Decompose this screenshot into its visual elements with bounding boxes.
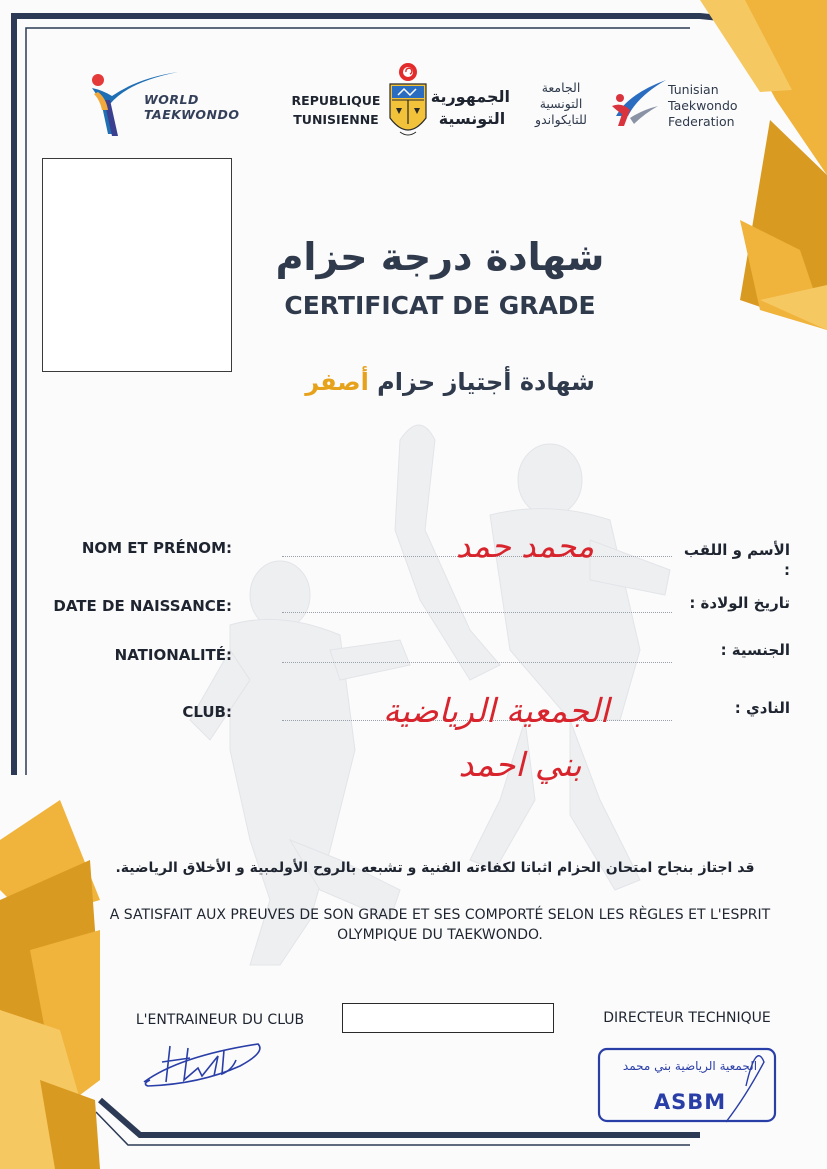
title-arabic: شهادة درجة حزام — [275, 235, 605, 279]
photo-placeholder — [42, 158, 232, 372]
birthdate-label-fr: DATE DE NAISSANCE: — [53, 597, 232, 615]
stamp-arabic-text: الجمعية الرياضية بني محمد — [622, 1059, 758, 1073]
federation-ar-line-3: للتايكواندو — [535, 112, 587, 127]
club-label-fr: CLUB: — [182, 703, 232, 721]
belt-color-word: أصفر — [305, 368, 369, 396]
republique-french — [288, 91, 384, 129]
wt-line-1: WORLD — [144, 92, 199, 107]
statement-french — [100, 905, 780, 945]
republique-ar-line-1: الجمهورية — [430, 87, 510, 106]
federation-en-line-1: Tunisian — [668, 82, 719, 97]
republique-fr-line-1: REPUBLIQUE — [291, 93, 381, 108]
world-taekwondo-text — [144, 92, 240, 122]
name-label-ar: الأسم و اللقب : — [683, 541, 790, 579]
federation-en-line-3: Federation — [668, 114, 735, 129]
federation-ar-line-2: التونسية — [539, 96, 583, 111]
wt-line-2: TAEKWONDO — [144, 107, 240, 122]
subtitle-prefix: شهادة أجتياز حزام — [377, 368, 595, 396]
statement-french-line-2: OLYMPIQUE DU TAEKWONDO. — [337, 927, 543, 943]
tunisia-coat-of-arms-icon — [384, 62, 432, 144]
club-handwritten-value-line-2: بني احمد — [458, 745, 582, 784]
nationality-label-ar: الجنسية : — [720, 641, 790, 659]
coach-signature-label: L'ENTRAINEUR DU CLUB — [135, 1012, 305, 1028]
federation-ar-line-1: الجامعة — [541, 80, 581, 95]
tunisian-taekwondo-federation-logo — [608, 76, 670, 132]
nationality-dotted-line — [282, 662, 672, 663]
title-french: CERTIFICAT DE GRADE — [284, 291, 596, 320]
stamp-latin-text: ASBM — [653, 1090, 727, 1114]
republique-arabic — [430, 86, 510, 130]
coach-handwritten-signature — [140, 1036, 265, 1092]
name-label-fr: NOM ET PRÉNOM: — [81, 539, 232, 557]
belt-subtitle — [290, 365, 610, 399]
republique-fr-line-2: TUNISIENNE — [293, 112, 379, 127]
technical-director-label: DIRECTEUR TECHNIQUE — [603, 1010, 771, 1026]
republique-ar-line-2: التونسية — [438, 109, 506, 128]
name-handwritten-value: محمد حمد — [455, 527, 595, 565]
federation-en-line-2: Taekwondo — [668, 98, 738, 113]
statement-arabic: قد اجتاز بنجاح امتحان الحزام اثباتا لكفاءته الفنية و تشبعه بالروح الأولمبية و الأخلاق الرياضية. — [115, 860, 755, 876]
birthdate-label-ar: تاريخ الولادة : — [689, 594, 790, 612]
federation-arabic — [518, 80, 604, 128]
club-handwritten-value: الجمعية الرياضية — [382, 691, 609, 730]
nationality-label-fr: NATIONALITÉ: — [114, 646, 232, 664]
club-label-ar: النادي : — [734, 699, 790, 717]
statement-french-line-1: A SATISFAIT AUX PREUVES DE SON GRADE ET SES COMPORTÉ SELON LES RÈGLES ET L'ESPRIT — [109, 907, 771, 923]
center-signature-box — [342, 1003, 554, 1033]
birthdate-dotted-line — [282, 612, 672, 613]
federation-english — [668, 82, 738, 130]
